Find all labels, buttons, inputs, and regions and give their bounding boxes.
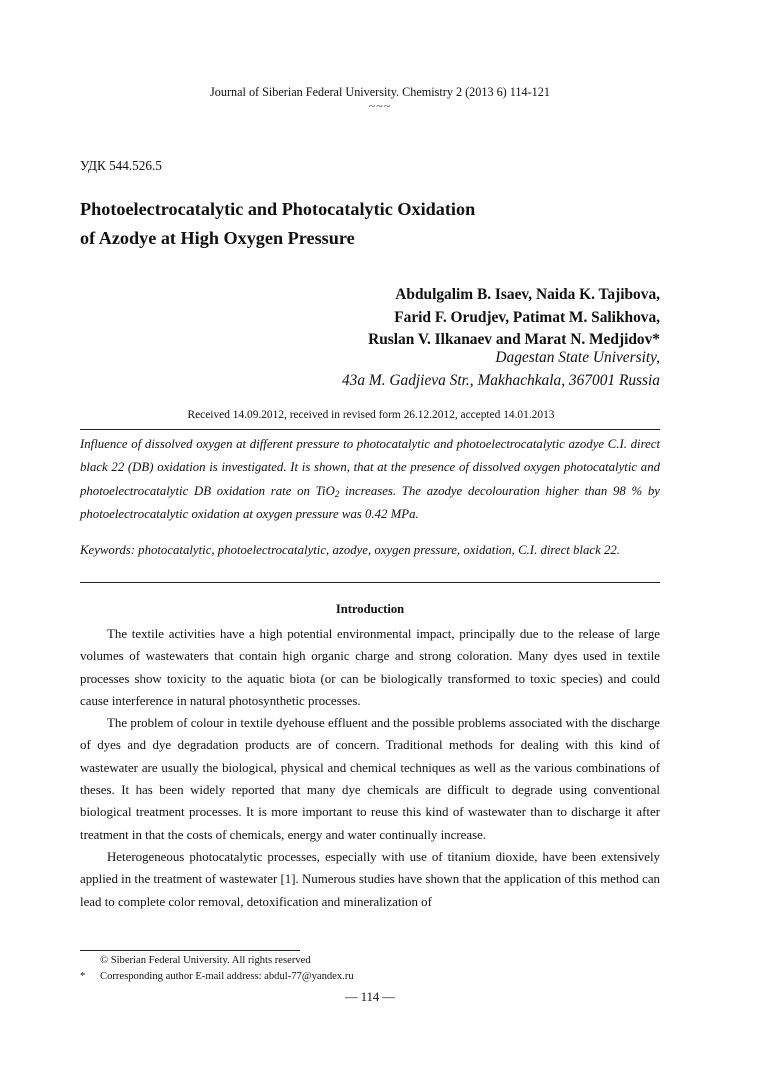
paragraph: The problem of colour in textile dyehouse effluent and the possible problems associated with the discharge of dyes and dye degradation products are of concern. Traditional methods for dealing with this kind of wastewater are usually the biological, physical and chemical techniques as well as the various combinations of theses. It has been widely reported that many dye chemicals are difficult to degrade using conventional biological treatment processes. It is more important to reuse this kind of wastewater than to discharge it after treatment in that the costs of chemicals, energy and water continually increase.	[80, 716, 660, 842]
footnote-corresponding	[80, 969, 660, 985]
title-line-1: Photoelectrocatalytic and Photocatalytic Oxidation	[80, 199, 476, 219]
footnote-copyright	[80, 953, 660, 969]
udk-code: УДК 544.526.5	[80, 158, 162, 173]
received-dates: Received 14.09.2012, received in revised form 26.12.2012, accepted 14.01.2013	[187, 409, 555, 421]
title-line-2: of Azodye at High Oxygen Pressure	[80, 228, 355, 248]
affiliation	[140, 347, 660, 392]
author-line: Ruslan V. Ilkanaev and Marat N. Medjidov*	[368, 331, 660, 348]
abstract-text-1: Influence of dissolved oxygen at different pressure to photocatalytic and photoelectrocatalytic azodye C.I. direct black 22 (DB) oxidation is investigated. It is shown, that at the presence of dissolved oxygen photocatalytic and photoelectrocatalytic DB oxidation rate on TiO	[80, 437, 660, 498]
abstract-bottom-rule	[80, 582, 660, 583]
footnote-rule	[80, 950, 300, 951]
paragraph: The textile activities have a high potential environmental impact, principally due to the release of large volumes of wastewaters that contain high organic charge and strong coloration. Many dyes used in textile processes show toxicity to the aquatic biota (or can be biologically transformed to toxic species) and could cause interference in natural photosynthetic processes.	[80, 627, 660, 708]
paper-title	[80, 195, 680, 253]
abstract-text-2: increases. The azodye decolouration higher than 98 % by photoelectrocatalytic oxidation at oxygen pressure was 0.42 MPa.	[80, 483, 660, 521]
journal-header: Journal of Siberian Federal University. Chemistry 2 (2013 6) 114-121	[210, 85, 550, 99]
introduction-body	[80, 623, 660, 913]
affiliation-line: 43a M. Gadjieva Str., Makhachkala, 367001 Russia	[341, 371, 660, 389]
affiliation-line: Dagestan State University,	[495, 349, 660, 366]
footnote-mark: *	[80, 971, 86, 982]
header-separator: ~~~	[368, 99, 392, 113]
abstract	[80, 433, 660, 526]
page-number: ― 114 ―	[345, 990, 395, 1004]
abstract-subscript: 2	[334, 488, 340, 499]
section-heading-introduction: Introduction	[335, 602, 405, 616]
author-line: Farid F. Orudjev, Patimat M. Salikhova,	[394, 308, 660, 326]
footnote-text: Corresponding author E-mail address: abdul-77@yandex.ru	[100, 971, 354, 982]
author-line: Abdulgalim B. Isaev, Naida K. Tajibova,	[395, 286, 660, 303]
footnote-text: © Siberian Federal University. All rights reserved	[100, 955, 311, 966]
keywords: Keywords: photocatalytic, photoelectrocatalytic, azodye, oxygen pressure, oxidation, C.I. direct black 22.	[80, 543, 620, 557]
footnotes	[80, 953, 660, 985]
author-list	[140, 284, 660, 352]
abstract-top-rule	[80, 429, 660, 430]
paragraph: Heterogeneous photocatalytic processes, especially with use of titanium dioxide, have been extensively applied in the treatment of wastewater [1]. Numerous studies have shown that the application of this method can lead to complete color removal, detoxification and mineralization of	[80, 849, 660, 909]
